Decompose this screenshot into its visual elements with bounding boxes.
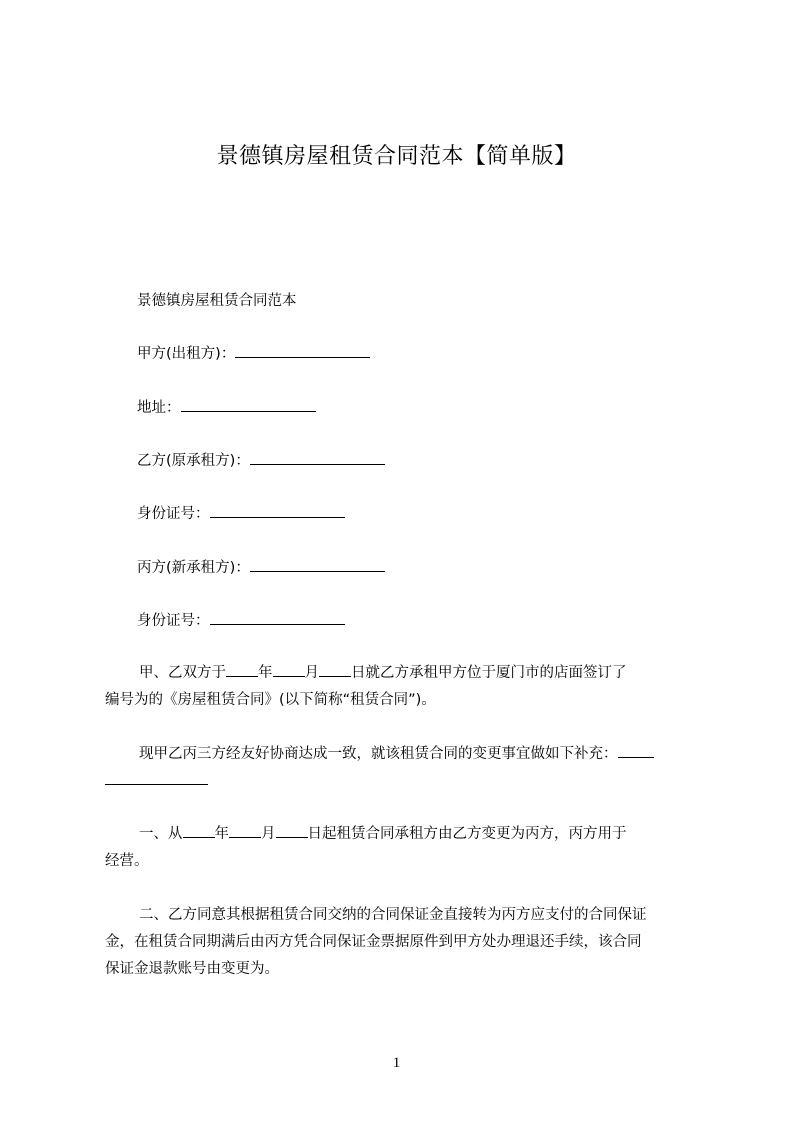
text-segment: 年 — [214, 826, 229, 842]
address-label: 地址： — [137, 400, 181, 416]
paragraph-supplement-intro — [105, 741, 705, 795]
document-subtitle: 景德镇房屋租赁合同范本 — [137, 293, 297, 309]
day-blank — [276, 823, 308, 838]
text-segment: 月 — [304, 665, 319, 681]
address-blank — [181, 397, 316, 412]
text-segment: 月 — [261, 826, 276, 842]
party-c-field — [137, 557, 385, 579]
id-number-label-1: 身份证号： — [137, 506, 210, 522]
paragraph-agreement-date — [105, 660, 705, 714]
paragraph-row — [105, 768, 705, 795]
paragraph-row: 编号为的《房屋租赁合同》(以下简称“租赁合同”)。 — [105, 692, 436, 708]
party-c-blank — [250, 557, 385, 572]
paragraph-row: 二、乙方同意其根据租赁合同交纳的合同保证金直接转为丙方应支付的合同保证 — [139, 907, 647, 923]
party-a-blank — [235, 343, 370, 358]
page-number: 1 — [392, 1055, 401, 1071]
address-field — [137, 397, 316, 419]
party-c-label: 丙方(新承租方)： — [137, 560, 250, 576]
document-title: 景德镇房屋租赁合同范本【简单版】 — [216, 144, 577, 169]
party-a-label: 甲方(出租方)： — [137, 346, 236, 362]
id-number-blank-1 — [210, 503, 345, 518]
party-a-field — [137, 343, 370, 365]
id-number-label-2: 身份证号： — [137, 613, 210, 629]
text-segment: 年 — [258, 665, 273, 681]
text-segment: 现甲乙丙三方经友好协商达成一致，就该租赁合同的变更事宜做如下补充： — [139, 746, 618, 762]
paragraph-row — [105, 660, 705, 687]
year-blank — [183, 823, 215, 838]
id-number-field-2 — [137, 610, 345, 632]
year-blank — [226, 662, 258, 677]
party-b-field — [137, 450, 385, 472]
day-blank — [319, 662, 351, 677]
id-number-field-1 — [137, 503, 345, 525]
paragraph-row: 保证金退款账号由变更为。 — [105, 961, 279, 977]
clause-one — [105, 821, 705, 875]
party-b-label: 乙方(原承租方)： — [137, 453, 250, 469]
text-segment: 日就乙方承租甲方位于厦门市的店面签订了 — [351, 665, 627, 681]
month-blank — [273, 662, 305, 677]
party-b-blank — [250, 450, 385, 465]
month-blank — [229, 823, 261, 838]
text-segment: 日起租赁合同承租方由乙方变更为丙方，丙方用于 — [307, 826, 627, 842]
paragraph-row — [105, 741, 705, 768]
supplement-blank-continued — [105, 770, 208, 785]
paragraph-row: 经营。 — [105, 853, 149, 869]
id-number-blank-2 — [210, 610, 345, 625]
paragraph-row — [105, 821, 705, 848]
text-segment: 一、从 — [139, 826, 183, 842]
clause-two — [105, 902, 705, 983]
paragraph-row: 金，在租赁合同期满后由丙方凭合同保证金票据原件到甲方处办理退还手续，该合同 — [105, 934, 642, 950]
supplement-blank — [618, 743, 654, 758]
text-segment: 甲、乙双方于 — [139, 665, 226, 681]
